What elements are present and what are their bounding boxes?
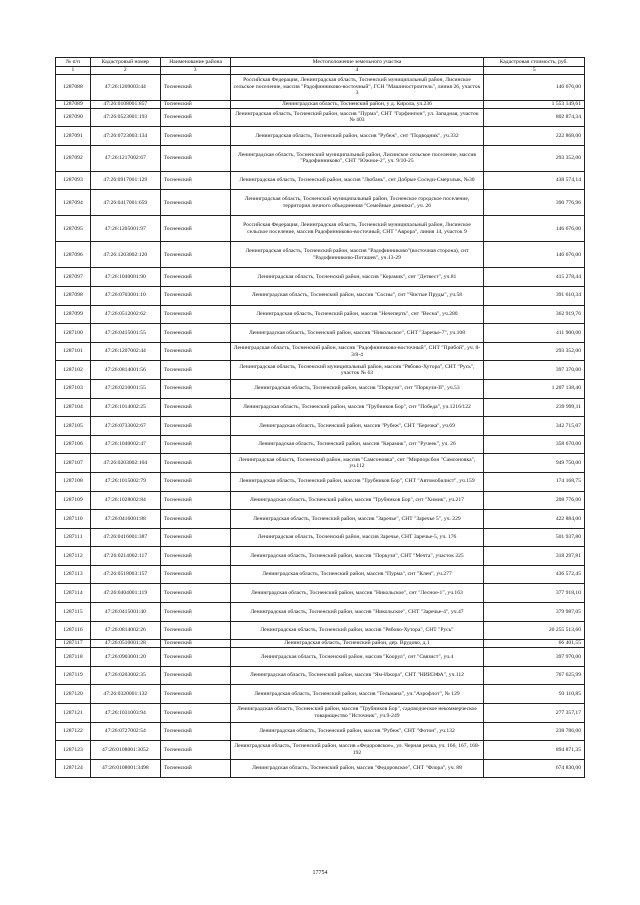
location: Ленинградская область, Тосненский район, дер. Врудово, д.1 xyxy=(230,640,484,648)
district-name: Тосненский xyxy=(160,666,230,685)
cadastral-number: 47:26:0727002:54 xyxy=(90,722,160,741)
cadastral-number: 47:26:0108001:3498 xyxy=(90,759,160,778)
cadastral-cost: 949 750,00 xyxy=(484,454,585,473)
district-name: Тосненский xyxy=(160,286,230,305)
row-number: 1287106 xyxy=(56,435,91,454)
cadastral-cost: 390 776,96 xyxy=(484,190,585,216)
cadastral-number: 47:26:0814002:26 xyxy=(90,621,160,640)
cadastral-cost: 358 670,00 xyxy=(484,435,585,454)
table-header-row xyxy=(56,58,585,67)
row-number: 1287124 xyxy=(56,759,91,778)
district-name: Тосненский xyxy=(160,127,230,146)
row-number: 1287102 xyxy=(56,361,91,380)
cadastral-cost: 93 110,85 xyxy=(484,685,585,704)
table-row xyxy=(56,190,585,216)
cadastral-number: 47:26:0723003:134 xyxy=(90,127,160,146)
header-location: Местоположение земельного участка xyxy=(230,58,484,67)
table-row xyxy=(56,621,585,640)
table-row xyxy=(56,74,585,100)
table-row xyxy=(56,379,585,398)
cadastral-number: 47:26:0523001:193 xyxy=(90,108,160,127)
row-number: 1287111 xyxy=(56,528,91,547)
cadastral-cost: 208 776,00 xyxy=(484,491,585,510)
location: Ленинградская область, Тосненский район, массив "Керамик", снт "Детвест", уч.81 xyxy=(230,268,484,287)
district-name: Тосненский xyxy=(160,648,230,667)
district-name: Тосненский xyxy=(160,324,230,343)
cadastral-value-table xyxy=(55,57,585,778)
table-row xyxy=(56,100,585,108)
district-name: Тосненский xyxy=(160,190,230,216)
row-number: 1287100 xyxy=(56,324,91,343)
cadastral-cost: 238 786,00 xyxy=(484,722,585,741)
location: Ленинградская область, Тосненский район, массив "Нечеперть", снт "Весна", уч.280 xyxy=(230,305,484,324)
cadastral-number: 47:26:1040002:47 xyxy=(90,435,160,454)
row-number: 1287093 xyxy=(56,171,91,190)
table-row xyxy=(56,472,585,491)
cadastral-number: 47:26:0415001:40 xyxy=(90,603,160,622)
row-number: 1287094 xyxy=(56,190,91,216)
cadastral-number: 47:26:0703001:10 xyxy=(90,286,160,305)
location: Ленинградская область, Тосненский район, массив "Рубеж", снт "Подводник", уч.332 xyxy=(230,127,484,146)
district-name: Тосненский xyxy=(160,398,230,417)
cadastral-number: 47:26:1207002:44 xyxy=(90,342,160,361)
row-number: 1287098 xyxy=(56,286,91,305)
district-name: Тосненский xyxy=(160,547,230,566)
location: Российская Федерация, Ленинградская область, Тосненский муниципальный район, Лисинское сельское поселение, массив Радофинниково-восточный, СНТ "Аврора", линия 14, участок 9 xyxy=(230,216,484,242)
cadastral-number: 47:26:0203002:104 xyxy=(90,454,160,473)
location: Ленинградская область, Тосненский район, массив "Коорул", снт "Связист", уч.4 xyxy=(230,648,484,667)
row-number: 1287122 xyxy=(56,722,91,741)
table-row xyxy=(56,216,585,242)
district-name: Тосненский xyxy=(160,565,230,584)
table-row xyxy=(56,528,585,547)
district-name: Тосненский xyxy=(160,741,230,760)
table-row xyxy=(56,666,585,685)
column-index-cell: 2 xyxy=(90,67,160,75)
header-district: Наименование района xyxy=(160,58,230,67)
table-row xyxy=(56,722,585,741)
row-number: 1287104 xyxy=(56,398,91,417)
district-name: Тосненский xyxy=(160,759,230,778)
table-row xyxy=(56,268,585,287)
cadastral-cost: 436 572,45 xyxy=(484,565,585,584)
district-name: Тосненский xyxy=(160,510,230,529)
row-number: 1287092 xyxy=(56,145,91,171)
row-number: 1287115 xyxy=(56,603,91,622)
cadastral-number: 47:26:0917001:129 xyxy=(90,171,160,190)
table-row xyxy=(56,361,585,380)
cadastral-number: 47:26:0404001:119 xyxy=(90,584,160,603)
cadastral-number: 47:26:1031003:94 xyxy=(90,704,160,723)
district-name: Тосненский xyxy=(160,472,230,491)
location: Ленинградская область, Тосненский район, массив "Керамик", снт "Ручеек", уч. 26 xyxy=(230,435,484,454)
district-name: Тосненский xyxy=(160,361,230,380)
district-name: Тосненский xyxy=(160,584,230,603)
row-number: 1287107 xyxy=(56,454,91,473)
cadastral-cost: 802 874,34 xyxy=(484,108,585,127)
cadastral-number: 47:26:1209003:44 xyxy=(90,74,160,100)
cadastral-cost: 674 830,00 xyxy=(484,759,585,778)
row-number: 1287117 xyxy=(56,640,91,648)
table-row xyxy=(56,603,585,622)
cadastral-cost: 239 999,11 xyxy=(484,398,585,417)
district-name: Тосненский xyxy=(160,621,230,640)
district-name: Тосненский xyxy=(160,435,230,454)
cadastral-cost: 174 168,75 xyxy=(484,472,585,491)
cadastral-cost: 20 255 513,60 xyxy=(484,621,585,640)
location: Ленинградская область, Тосненский район, массив "Радофинниково"(восточная сторона), снт "Радофинниково-Поташев", уч.13-29 xyxy=(230,242,484,268)
table-row xyxy=(56,741,585,760)
table-row xyxy=(56,145,585,171)
table-row xyxy=(56,305,585,324)
cadastral-number: 47:26:0510001:28 xyxy=(90,640,160,648)
location: Ленинградская область, Тосненский район, массив "Пурма", СНТ "Горфинпон", ул. Западная, участок № 403 xyxy=(230,108,484,127)
location: Российская Федерация, Ленинградская область, Тосненский муниципальный район, Лисинское сельское поселение, массив "Радофинниково-восточный", ГСН "Машиностроитель", линия 26, участок 3 xyxy=(230,74,484,100)
cadastral-number: 47:26:0210001:55 xyxy=(90,379,160,398)
cadastral-number: 47:26:1028002:84 xyxy=(90,491,160,510)
table-row xyxy=(56,759,585,778)
location: Ленинградская область, Тосненский район, массив "Федоровское", СНТ "Флора", уч. 88 xyxy=(230,759,484,778)
cadastral-number: 47:26:1015002:79 xyxy=(90,472,160,491)
location: Ленинградская область, Тосненский район, массив "Поркузи", СНТ "Мечта", участок 225 xyxy=(230,547,484,566)
cadastral-number: 47:26:1014002:25 xyxy=(90,398,160,417)
district-name: Тосненский xyxy=(160,242,230,268)
table-row xyxy=(56,242,585,268)
cadastral-cost: 411 900,00 xyxy=(484,324,585,343)
district-name: Тосненский xyxy=(160,379,230,398)
location: Ленинградская область, Тосненский район, массив "Трубников Бор", снт "Победа", уч.1216/122 xyxy=(230,398,484,417)
location: Ленинградская область, Тосненский район, массив "Никольское", СНТ "Заречье-4", уч.47 xyxy=(230,603,484,622)
cadastral-cost: 146 676,00 xyxy=(484,242,585,268)
location: Ленинградская область, Тосненский район, массив "Трубников Бор", садоводческое некоммерческое товарищество "Источник", уч.9-249 xyxy=(230,704,484,723)
row-number: 1287105 xyxy=(56,417,91,436)
table-row xyxy=(56,286,585,305)
cadastral-number: 47:26:0518003:157 xyxy=(90,565,160,584)
row-number: 1287123 xyxy=(56,741,91,760)
district-name: Тосненский xyxy=(160,268,230,287)
location: Ленинградская область, Тосненский район, массив "Никольское", СНТ "Заречье-7", уч.108 xyxy=(230,324,484,343)
cadastral-cost: 1 207 138,40 xyxy=(484,379,585,398)
cadastral-number: 47:26:0814001:56 xyxy=(90,361,160,380)
column-index-cell: 3 xyxy=(160,67,230,75)
location: Ленинградская область, Тосненский район, массив "Радофинниково-восточный", СНТ "Прибой", уч. 8-3/8-4 xyxy=(230,342,484,361)
row-number: 1287090 xyxy=(56,108,91,127)
district-name: Тосненский xyxy=(160,305,230,324)
row-number: 1287088 xyxy=(56,74,91,100)
cadastral-number: 47:26:0415001:55 xyxy=(90,324,160,343)
table-row xyxy=(56,454,585,473)
district-name: Тосненский xyxy=(160,640,230,648)
table-row xyxy=(56,547,585,566)
table-row xyxy=(56,108,585,127)
row-number: 1287109 xyxy=(56,491,91,510)
table-row xyxy=(56,584,585,603)
location: Ленинградская область, Тосненский район, массив "Ям-Ижора", СНТ "НИИЭФА", уч.112 xyxy=(230,666,484,685)
row-number: 1287091 xyxy=(56,127,91,146)
cadastral-number: 47:26:1203002:120 xyxy=(90,242,160,268)
cadastral-number: 47:26:0903001:20 xyxy=(90,648,160,667)
cadastral-cost: 277 357,17 xyxy=(484,704,585,723)
table-row xyxy=(56,171,585,190)
cadastral-number: 47:26:0108001:857 xyxy=(90,100,160,108)
table-row xyxy=(56,491,585,510)
row-number: 1287118 xyxy=(56,648,91,667)
row-number: 1287112 xyxy=(56,547,91,566)
cadastral-number: 47:26:1217002:67 xyxy=(90,145,160,171)
cadastral-cost: 293 352,00 xyxy=(484,342,585,361)
table-row xyxy=(56,398,585,417)
cadastral-number: 47:26:1040001:90 xyxy=(90,268,160,287)
table-row xyxy=(56,435,585,454)
cadastral-number: 47:26:0214002:117 xyxy=(90,547,160,566)
row-number: 1287116 xyxy=(56,621,91,640)
row-number: 1287101 xyxy=(56,342,91,361)
cadastral-cost: 146 676,00 xyxy=(484,74,585,100)
location: Ленинградская область, Тосненский район, массив "Поркузи", снт "Поркузи-II", уч.53 xyxy=(230,379,484,398)
cadastral-cost: 767 625,99 xyxy=(484,666,585,685)
cadastral-cost: 422 884,00 xyxy=(484,510,585,529)
location: Ленинградская область, Тосненский район, массив "Пурма", снт "Клен", уч.277 xyxy=(230,565,484,584)
cadastral-cost: 362 919,76 xyxy=(484,305,585,324)
cadastral-cost: 377 918,10 xyxy=(484,584,585,603)
cadastral-cost: 293 352,00 xyxy=(484,145,585,171)
location: Ленинградская область, Тосненский муниципальный район, массив "Рябово-Хутора", СНТ "Русь", участок № 63 xyxy=(230,361,484,380)
cadastral-number: 47:26:1205001:97 xyxy=(90,216,160,242)
row-number: 1287089 xyxy=(56,100,91,108)
cadastral-number: 47:26:0416001:88 xyxy=(90,510,160,529)
table-row xyxy=(56,342,585,361)
district-name: Тосненский xyxy=(160,603,230,622)
column-index-cell: 4 xyxy=(230,67,484,75)
district-name: Тосненский xyxy=(160,342,230,361)
row-number: 1287120 xyxy=(56,685,91,704)
cadastral-number: 47:26:0416001:387 xyxy=(90,528,160,547)
location: Ленинградская область, Тосненский муниципальный район, Лисинское сельское поселение, массив "Радофинниково", СНТ "Южное-2", уч. 9/10-25 xyxy=(230,145,484,171)
header-number: № п/п xyxy=(56,58,91,67)
cadastral-cost: 222 868,00 xyxy=(484,127,585,146)
location: Ленинградская область, Тосненский район, массив Заречье, СНТ Заречье-5, уч. 176 xyxy=(230,528,484,547)
district-name: Тосненский xyxy=(160,108,230,127)
cadastral-cost: 397 970,00 xyxy=(484,648,585,667)
row-number: 1287110 xyxy=(56,510,91,529)
row-number: 1287103 xyxy=(56,379,91,398)
cadastral-cost: 66 401,55 xyxy=(484,640,585,648)
cadastral-cost: 379 987,05 xyxy=(484,603,585,622)
cadastral-cost: 501 937,80 xyxy=(484,528,585,547)
cadastral-cost: 342 715,07 xyxy=(484,417,585,436)
district-name: Тосненский xyxy=(160,491,230,510)
district-name: Тосненский xyxy=(160,417,230,436)
district-name: Тосненский xyxy=(160,171,230,190)
cadastral-cost: 1 553 149,61 xyxy=(484,100,585,108)
column-index-cell: 5 xyxy=(484,67,585,75)
cadastral-number: 47:26:0108001:3052 xyxy=(90,741,160,760)
location: Ленинградская область, Тосненский район, массив "Рубеж", СНТ "Фотон", уч.132 xyxy=(230,722,484,741)
cadastral-number: 47:26:0203002:35 xyxy=(90,666,160,685)
location: Ленинградская область, Тосненский муниципальный район, Тосненское городское поселение, территория личного объединения "Семейные дачники", уч. 26 xyxy=(230,190,484,216)
district-name: Тосненский xyxy=(160,454,230,473)
location: Ленинградская область, Тосненский район, у д. Кирола, ул.236 xyxy=(230,100,484,108)
cadastral-cost: 397 370,00 xyxy=(484,361,585,380)
district-name: Тосненский xyxy=(160,722,230,741)
cadastral-cost: 391 610,34 xyxy=(484,286,585,305)
location: Ленинградская область, Тосненский район, массив "Рябово-Хутора", СНТ "Русь" xyxy=(230,621,484,640)
table-row xyxy=(56,510,585,529)
cadastral-number: 47:26:0417001:659 xyxy=(90,190,160,216)
row-number: 1287114 xyxy=(56,584,91,603)
location: Ленинградская область, Тосненский район, массив "Тельмана", уч."Аэрофлот", № 129 xyxy=(230,685,484,704)
row-number: 1287113 xyxy=(56,565,91,584)
district-name: Тосненский xyxy=(160,528,230,547)
table-row xyxy=(56,704,585,723)
cadastral-cost: 894 871,35 xyxy=(484,741,585,760)
header-cadastral-cost: Кадастровая стоимость, руб. xyxy=(484,58,585,67)
location: Ленинградская область, Тосненский район, массив "Любань", снт Добрые Соседи-Смерзлык, №30 xyxy=(230,171,484,190)
district-name: Тосненский xyxy=(160,685,230,704)
district-name: Тосненский xyxy=(160,216,230,242)
location: Ленинградская область, Тосненский район, массив "Самсоновка", снт "Мирпорсбон "Самсоновка", уч.112 xyxy=(230,454,484,473)
district-name: Тосненский xyxy=(160,145,230,171)
cadastral-cost: 318 297,81 xyxy=(484,547,585,566)
table-row xyxy=(56,648,585,667)
table-row xyxy=(56,127,585,146)
location: Ленинградская область, Тосненский район, массив «Федоровское», ул. Черная речка, уч. 166, 167, 168-192 xyxy=(230,741,484,760)
row-number: 1287099 xyxy=(56,305,91,324)
location: Ленинградская область, Тосненский район, массив "Никольское", снт "Лесное-1", уч.163 xyxy=(230,584,484,603)
cadastral-number: 47:26:0320001:132 xyxy=(90,685,160,704)
location: Ленинградская область, Тосненский район, массив "Заречье", СНТ "Заречье 5", уч. 229 xyxy=(230,510,484,529)
location: Ленинградская область, Тосненский район, массив "Трубников Бор", СНТ "Автомобилист", уч.159 xyxy=(230,472,484,491)
cadastral-number: 47:26:0733002:67 xyxy=(90,417,160,436)
row-number: 1287096 xyxy=(56,242,91,268)
table-row xyxy=(56,565,585,584)
column-index-cell: 1 xyxy=(56,67,91,75)
header-cadastral-number: Кадастровый номер xyxy=(90,58,160,67)
table-row xyxy=(56,685,585,704)
page-number: 17754 xyxy=(312,870,328,876)
cadastral-cost: 146 676,00 xyxy=(484,216,585,242)
row-number: 1287121 xyxy=(56,704,91,723)
row-number: 1287097 xyxy=(56,268,91,287)
location: Ленинградская область, Тосненский район, массив "Трубников Бор", снт "Химик", уч.217 xyxy=(230,491,484,510)
district-name: Тосненский xyxy=(160,74,230,100)
row-number: 1287119 xyxy=(56,666,91,685)
district-name: Тосненский xyxy=(160,704,230,723)
location: Ленинградская область, Тосненский район, массив "Сосны", снт "Чистые Пруды", уч.58 xyxy=(230,286,484,305)
cadastral-cost: 438 574,14 xyxy=(484,171,585,190)
cadastral-cost: 415 278,44 xyxy=(484,268,585,287)
district-name: Тосненский xyxy=(160,100,230,108)
table-row xyxy=(56,640,585,648)
table-row xyxy=(56,324,585,343)
cadastral-number: 47:26:0512002:62 xyxy=(90,305,160,324)
table-row xyxy=(56,417,585,436)
location: Ленинградская область, Тосненский район, массив "Рубеж", СНТ "Березка", уч.69 xyxy=(230,417,484,436)
row-number: 1287095 xyxy=(56,216,91,242)
table-body xyxy=(56,74,585,778)
column-index-row xyxy=(56,67,585,75)
row-number: 1287108 xyxy=(56,472,91,491)
